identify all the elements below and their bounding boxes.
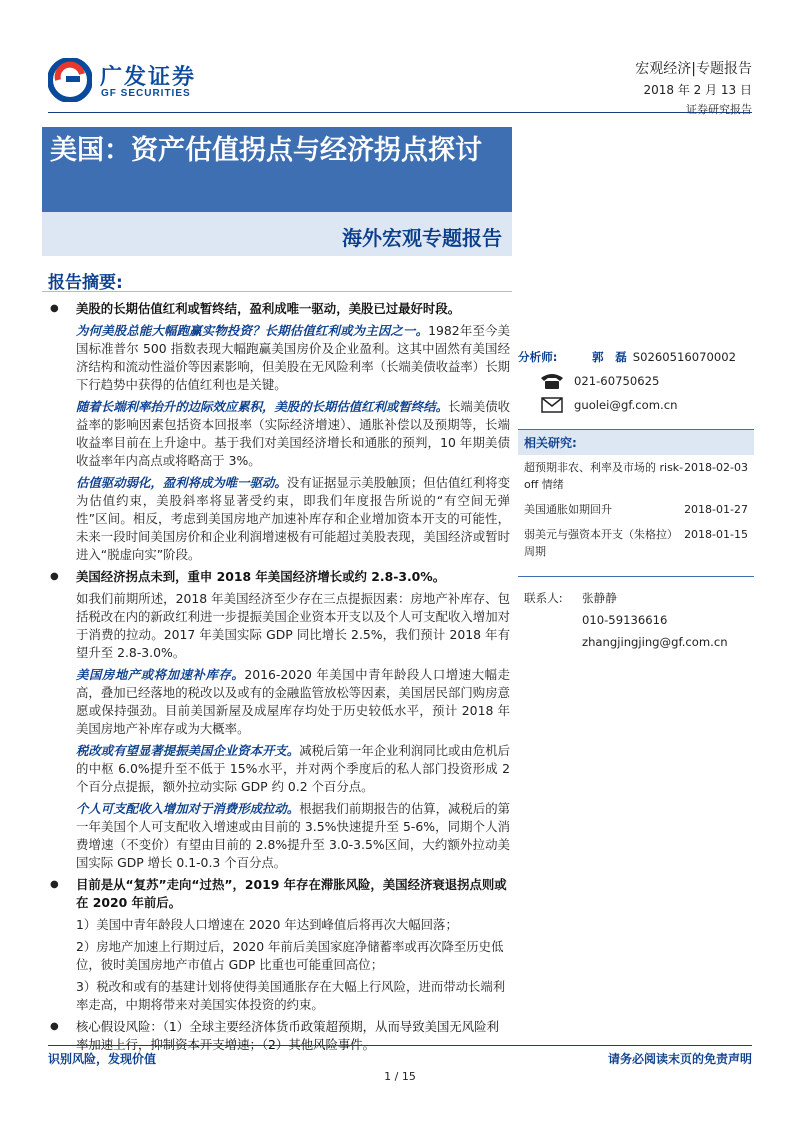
related-title: 超预期非农、利率及市场的 risk-off 情绪: [524, 461, 684, 491]
analyst-phone: 021-60750625: [574, 374, 660, 388]
related-item[interactable]: [518, 455, 754, 497]
title-banner: [42, 127, 512, 212]
footer-divider: [48, 1045, 752, 1046]
related-date: 2018-01-27: [684, 503, 748, 516]
related-heading: 相关研究:: [518, 429, 754, 455]
contact-name: 张静静: [582, 591, 617, 605]
analyst-name: 郭 磊: [592, 350, 627, 364]
numbered-item: 1）美国中青年龄段人口增速在 2020 年达到峰值后将再次大幅回落；: [76, 917, 458, 932]
summary-bullet: ● 美股的长期估值红利或暂终结，盈利成唯一驱动，美股已过最好时段。: [48, 300, 510, 318]
summary-paragraph: 税改或有望显著提振美国企业资本开支。减税后第一年企业利润同比或由危机后的中枢 6.0%提升至不低于 15%水平，并对两个季度后的私人部门投资形成 2 个百分点提振，额外拉动实际 GDP 约 0.2 个百分点。: [76, 743, 511, 794]
numbered-item: 2）房地产加速上行期过后，2020 年前后美国家庭净储蓄率或再次降至历史低位，彼时美国房地产市值占 GDP 比重也可能重回高位；: [76, 939, 504, 972]
analyst-email-row: [518, 393, 754, 417]
sidebar: [518, 345, 754, 653]
mail-icon: [538, 396, 566, 414]
summary-heading: 报告摘要:: [48, 273, 123, 293]
related-date: 2018-01-15: [684, 528, 748, 541]
contact-label: 联系人:: [524, 591, 563, 605]
analyst-email[interactable]: guolei@gf.com.cn: [574, 398, 678, 412]
summary-divider: [42, 291, 512, 292]
analyst-label: 分析师:: [518, 350, 558, 364]
summary-bullet: ● 目前是从“复苏”走向“过热”，2019 年存在滞胀风险，美国经济衰退拐点则或在 2020 年前后。: [48, 876, 510, 912]
report-meta: [635, 58, 752, 117]
related-date: 2018-02-03: [684, 461, 748, 474]
logo: [48, 58, 228, 104]
contact-name-row: [518, 587, 754, 609]
report-type: 证券研究报告: [686, 103, 752, 116]
analyst-row: [518, 345, 754, 369]
related-list: [518, 455, 754, 564]
related-title: 美国通胀如期回升: [524, 503, 612, 516]
report-subtitle: 海外宏观专题报告: [342, 226, 502, 250]
related-item[interactable]: [518, 522, 754, 564]
header-divider: [48, 112, 752, 113]
contact-email-row: [518, 631, 754, 653]
summary-paragraph: 如我们前期所述，2018 年美国经济至少存在三点提振因素：房地产补库存、包括税改在内的新政红利进一步提振美国企业资本开支以及个人可支配收入增加对于消费的拉动。2017 年美国实际 GDP 同比增长 2.5%，我们预计 2018 年有望升至 2.8-3.0%。: [76, 591, 510, 660]
report-category: 宏观经济|专题报告: [635, 61, 752, 77]
page-number: 1 / 15: [384, 1070, 416, 1083]
contact-email[interactable]: zhangjingjing@gf.com.cn: [582, 635, 728, 649]
summary-paragraph: 为何美股总能大幅跑赢实物投资？长期估值红利或为主因之一。1982年至今美国标准普尔 500 指数表现大幅跑赢美国房价及企业盈利。这其中固然有美国经济结构和流动性溢价等因素影响，但美股在无风险利率（长端美债收益率）长期下行趋势中获得的估值红利也是关键。: [76, 323, 510, 392]
phone-icon: [538, 372, 566, 390]
subtitle-banner: [42, 212, 512, 256]
summary-paragraph: 美国房地产或将加速补库存。2016-2020 年美国中青年龄段人口增速大幅走高，叠加已经落地的税改以及或有的金融监管放松等因素，美国居民部门购房意愿或保持强劲。目前美国新屋及成屋库存均处于历史较低水平，预计 2018 年美国房地产补库存或为大概率。: [76, 667, 510, 736]
contact-phone-row: [518, 609, 754, 631]
summary-paragraph: 随着长端利率抬升的边际效应累积，美股的长期估值红利或暂终结。长端美债收益率的影响因素包括资本回报率（实际经济增速）、通胀补偿以及预期等，长端收益率目前在上升途中。基于我们对美国经济增长和通胀的预判，10 年期美债收益率年内高点或将略高于 3%。: [76, 399, 511, 468]
related-title: 弱美元与强资本开支（朱格拉）周期: [524, 528, 678, 558]
analyst-cert: S0260516070002: [632, 350, 737, 364]
contact-phone: 010-59136616: [582, 613, 668, 627]
summary-body: [48, 300, 510, 1058]
numbered-item: 3）税改和或有的基建计划将使得美国通胀存在大幅上行风险，进而带动长端利率走高，中期将带来对美国实体投资的约束。: [76, 979, 506, 1012]
report-title: 美国：资产估值拐点与经济拐点探讨: [50, 135, 482, 166]
summary-bullet: ● 核心假设风险：（1）全球主要经济体货币政策超预期，从而导致美国无风险利率加速上行，抑制资本开支增速；（2）其他风险事件。: [48, 1018, 510, 1054]
brand-name-en: GF SECURITIES: [101, 88, 191, 99]
brand-name-cn: 广发证券: [100, 65, 197, 90]
contact-block: [518, 576, 754, 653]
analyst-phone-row: [518, 369, 754, 393]
report-date: 2018 年 2 月 13 日: [643, 83, 752, 97]
summary-paragraph: 个人可支配收入增加对于消费形成拉动。根据我们前期报告的估算，减税后的第一年美国个人可支配收入增速或由目前的 3.5%快速提升至 5-6%，同期个人消费增速（不变价）有望由目前的 2.8%提升至 3.0-3.5%区间，大约额外拉动美国实际 GDP 增长 0.1-0.3 个百分点。: [76, 801, 511, 870]
summary-bullet: ● 美国经济拐点未到，重申 2018 年美国经济增长或约 2.8-3.0%。: [48, 568, 510, 586]
footer-disclaimer: 请务必阅读末页的免责声明: [607, 1052, 752, 1066]
footer-slogan: 识别风险，发现价值: [48, 1052, 157, 1066]
summary-paragraph: 估值驱动弱化，盈利将成为唯一驱动。没有证据显示美股触顶；但估值红利将变为估值约束，美股斜率将显著受约束，即我们年度报告所说的“有空间无弹性”区间。相反，考虑到美国房地产加速补库存和企业增加资本开支的可能性，未来一段时间美国房价和企业利润增速极有可能超过美股表现，美国经济或暂时进入“脱虚向实”阶段。: [76, 475, 511, 562]
related-item[interactable]: [518, 497, 754, 522]
gf-logo-icon: [48, 58, 92, 102]
